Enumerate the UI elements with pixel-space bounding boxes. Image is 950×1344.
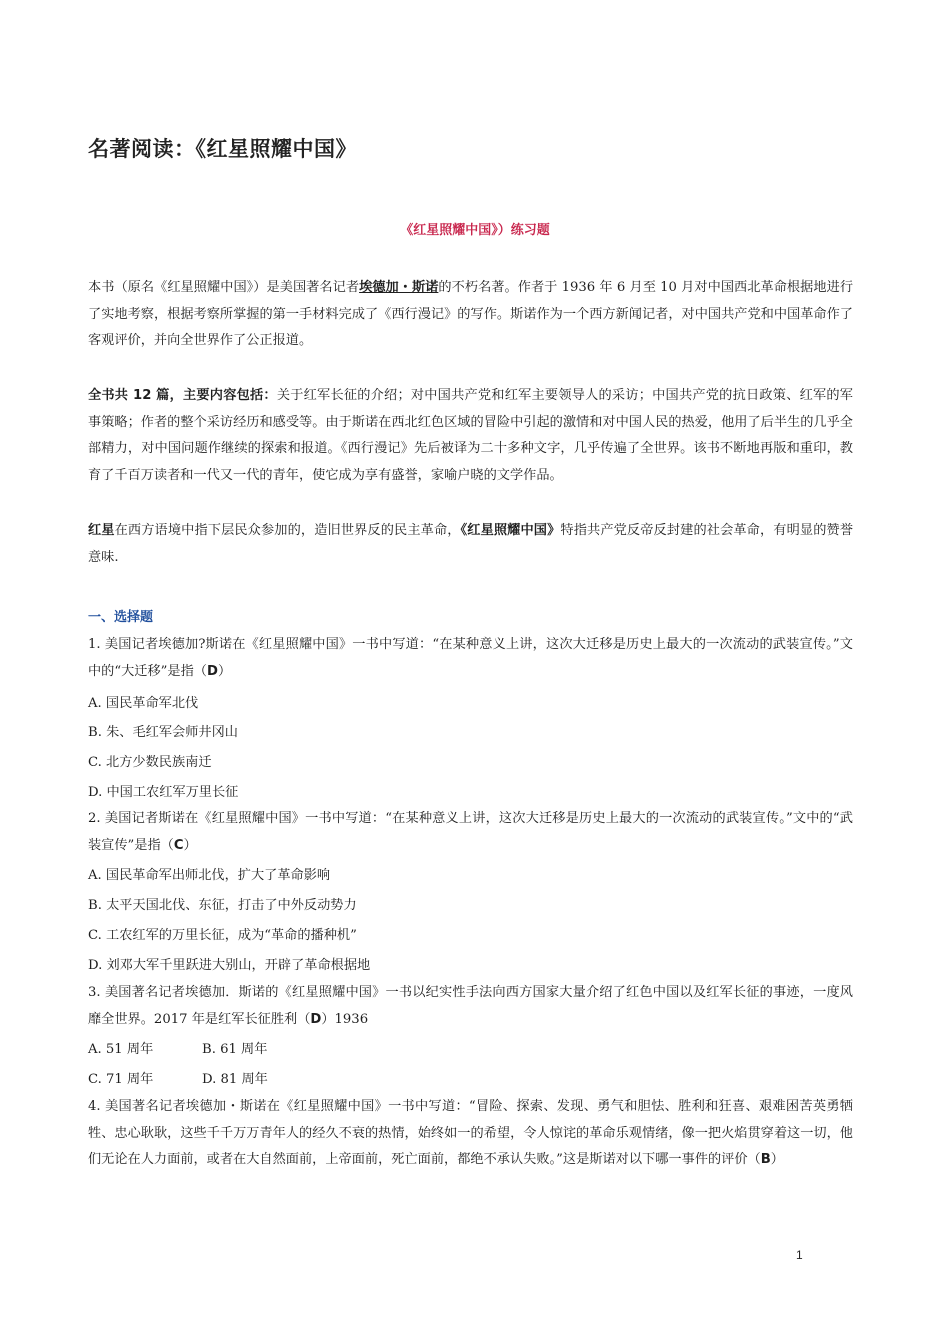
option-item: C. 北方少数民族南迁 <box>88 755 212 770</box>
question-text: 3. 美国著名记者埃德加．斯诺的《红星照耀中国》一书以纪实性手法向西方国家大量介绍了红色中国以及红军长征的事迹，一度风靡全世界。2017 年是红军长征胜利（ <box>88 985 853 1027</box>
question-text: 2. 美国记者斯诺在《红星照耀中国》一书中写道：“在某种意义上讲，这次大迁移是历史上最大的一次流动的武装宣传。”文中的“武装宣传”是指（ <box>88 811 853 853</box>
page-number: 1 <box>796 1248 803 1262</box>
option-item: D. 81 周年 <box>202 1072 268 1087</box>
answer-badge: D <box>310 1011 322 1027</box>
question-close: ） <box>770 1152 784 1167</box>
question-4 <box>88 1094 853 1174</box>
intro-text: 在西方语境中指下层民众参加的，造旧世界反的民主革命， <box>114 523 461 538</box>
question-close: ）1936 <box>321 1011 369 1027</box>
option-item: D. 中国工农红军万里长征 <box>88 785 239 800</box>
option-item: C. 工农红军的万里长征，成为“革命的播种机” <box>88 928 357 943</box>
intro-text: 关于红军长征的介绍；对中国共产党和红军主要领导人的采访；中国共产党的抗日政策、红军的军事策略；作者的整个采访经历和感受等。由于斯诺在西北红色区域的冒险中引起的激情和对中国人民的热爱，他用了后半生的几乎全部精力，对中国问题作继续的探索和报道。《西行漫记》先后被译为二十多种文字，几乎传遍了全世界。该书不断地再版和重印，教育了千百万读者和一代又一代的青年，使它成为享有盛誉，家喻户晓的文学作品。 <box>88 388 853 483</box>
intro-paragraph-1 <box>88 275 853 355</box>
answer-badge: B <box>760 1152 771 1167</box>
answer-badge: C <box>173 837 184 853</box>
intro-text: 的不朽名著。作者于 1936 年 6 月至 10 月对中国西北革命根据地进行了实地考察，根据考察所掌握的第一手材料完成了《西行漫记》的写作。斯诺作为一个西方新闻记者，对中国共产党和中国革命作了客观评价，并向全世界作了公正报道。 <box>88 280 854 348</box>
option-item: A. 国民革命军出师北伐，扩大了革命影响 <box>88 868 331 883</box>
question-text: 1. 美国记者埃德加?斯诺在《红星照耀中国》一书中写道：“在某种意义上讲，这次大迁移是历史上最大的一次流动的武装宣传。”文中的“大迁移”是指（ <box>88 637 853 679</box>
option-item: C. 71 周年 <box>88 1072 154 1087</box>
intro-paragraph-2 <box>88 383 853 489</box>
term-red-star: 红星 <box>88 523 115 538</box>
question-text: 4. 美国著名记者埃德加・斯诺在《红星照耀中国》一书中写道：“冒险、探索、发现、勇气和胆怯、胜利和狂喜、艰难困苦英勇牺牲、忠心耿耿，这些千千万万青年人的经久不衰的热情，始终如一的希望，令人惊诧的革命乐观情绪，像一把火焰贯穿着这一切，他们无论在人力面前，或者在大自然面前，上帝面前，死亡面前，都绝不承认失败。”这是斯诺对以下哪一事件的评价（ <box>88 1099 853 1167</box>
option-item: D. 刘邓大军千里跃进大别山，开辟了革命根据地 <box>88 958 371 973</box>
option-item: B. 朱、毛红军会师井冈山 <box>88 725 238 740</box>
intro-text: 特指共产党反帝反封建的社会革命，有明显的赞誉意味. <box>88 523 854 565</box>
intro-text: 本书（原名《红星照耀中国》）是美国著名记者 <box>88 280 360 295</box>
option-item: A. 国民革命军北伐 <box>88 696 199 711</box>
page-title: 名著阅读：《红星照耀中国》 <box>88 137 357 161</box>
question-3 <box>88 980 853 1033</box>
exercise-subtitle: 《红星照耀中国》）练习题 <box>400 223 550 238</box>
option-item: B. 61 周年 <box>202 1042 268 1057</box>
option-item: B. 太平天国北伐、东征，打击了中外反动势力 <box>88 898 357 913</box>
question-1 <box>88 632 853 685</box>
option-item: A. 51 周年 <box>88 1042 154 1057</box>
author-name: 埃德加・斯诺 <box>359 280 439 295</box>
book-title-bold: 《红星照耀中国》 <box>460 523 561 538</box>
answer-badge: D <box>206 663 218 679</box>
question-close: ） <box>217 663 232 679</box>
question-close: ） <box>183 837 197 853</box>
section-heading: 一、选择题 <box>88 610 154 625</box>
content-summary-label: 全书共 12 篇，主要内容包括： <box>88 388 277 403</box>
intro-paragraph-3 <box>88 518 853 571</box>
question-2 <box>88 806 853 859</box>
